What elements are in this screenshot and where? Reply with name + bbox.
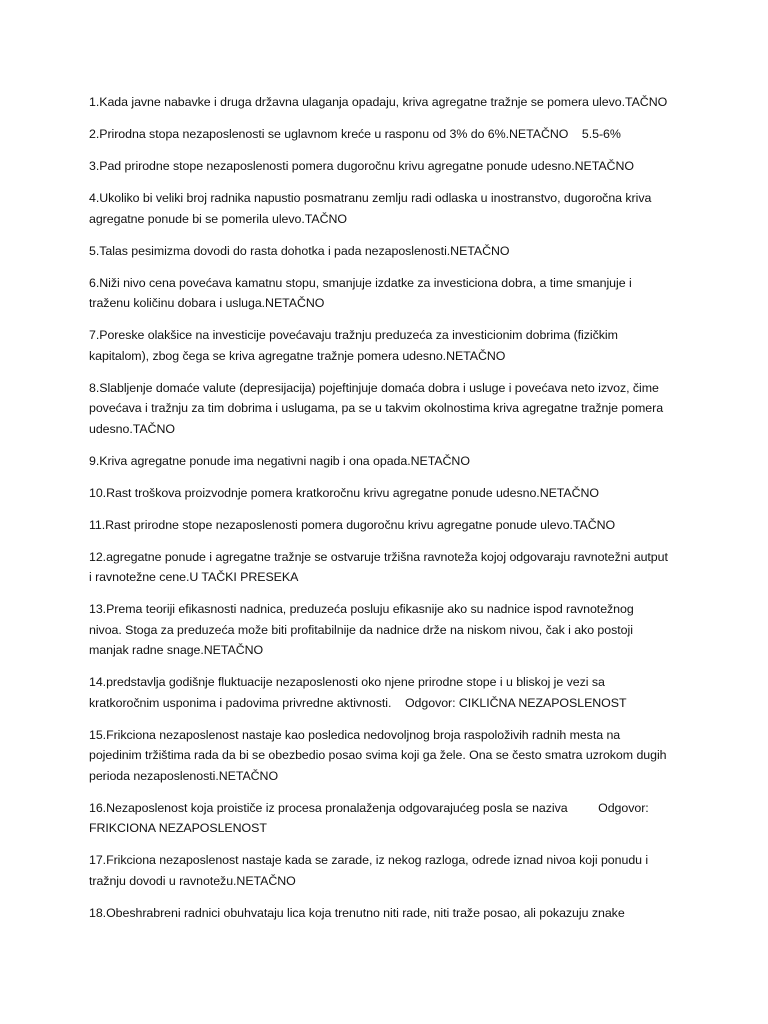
list-item (89, 92, 669, 113)
item-text: agregatne ponude i agregatne tražnje se ostvaruje tržišna ravnoteža kojoj odgovaraju ravnotežni autput i ravnotežne cene.U TAČKI PRESEKA (89, 549, 668, 584)
item-text: Rast troškova proizvodnje pomera kratkoročnu krivu agregatne ponude udesno.NETAČNO (106, 485, 600, 500)
item-text: Slabljenje domaće valute (depresijacija) pojeftinjuje domaća dobra i usluge i povećava neto izvoz, čime povećava i tražnju za tim dobrima i uslugama, pa se u takvim okolnostima kriva agregatne tražnje pomera udesno.TAČNO (89, 380, 664, 436)
list-item (89, 483, 669, 504)
item-number: 15. (89, 727, 107, 742)
item-text: Prirodna stopa nezaposlenosti se uglavnom kreće u rasponu od 3% do 6%.NETAČNO 5.5-6% (99, 127, 621, 141)
item-number: 4. (89, 191, 100, 205)
list-item (89, 451, 669, 472)
item-number: 2. (89, 127, 100, 141)
item-number: 13. (89, 602, 107, 616)
list-item (89, 124, 669, 145)
list-item (89, 599, 669, 661)
item-text: Obeshrabreni radnici obuhvataju lica koja trenutno niti rade, niti traže posao, ali pokazuju znake (106, 905, 625, 920)
item-text: Nezaposlenost koja proističe iz procesa pronalaženja odgovarajućeg posla se naziva Odgovor: FRIKCIONA NEZAPOSLENOST (89, 800, 653, 835)
item-text: predstavlja godišnje fluktuacije nezaposlenosti oko njene prirodne stope i u bliskoj je vezi sa kratkoročnim usponima i padovima privredne aktivnosti. Odgovor: CIKLIČNA NEZAPOSLENOST (89, 675, 627, 710)
item-number: 11. (89, 517, 106, 532)
item-text: Poreske olakšice na investicije povećavaju tražnju preduzeća za investicionim dobrima (fizičkim kapitalom), zbog čega se kriva agregatne tražnje pomera udesno.NETAČNO (89, 328, 618, 363)
item-text: Ukoliko bi veliki broj radnika napustio posmatranu zemlju radi odlaska u inostranstvo, dugoročna kriva agregatne ponude bi se pomerila ulevo.TAČNO (89, 191, 652, 226)
item-text: Rast prirodne stope nezaposlenosti pomera dugoročnu krivu agregatne ponude ulevo.TAČNO (105, 517, 616, 532)
list-item (89, 515, 669, 536)
item-text: Niži nivo cena povećava kamatnu stopu, smanjuje izdatke za investiciona dobra, a time smanjuje i traženu količinu dobara i usluga.NETAČNO (89, 275, 632, 310)
item-number: 12. (89, 549, 107, 564)
item-text: Frikciona nezaposlenost nastaje kao posledica nedovoljnog broja raspoloživih radnih mesta na pojedinim tržištima rada da bi se obezbedio posao svima koji ga žele. Ona se često smatra uzrokom dugih perioda nezaposlenosti.NETAČNO (89, 727, 667, 783)
item-number: 14. (89, 675, 107, 689)
item-number: 18. (89, 905, 107, 920)
list-item (89, 241, 669, 262)
list-item (89, 798, 669, 839)
item-text: Prema teoriji efikasnosti nadnica, preduzeća posluju efikasnije ako su nadnice ispod ravnotežnog nivoa. Stoga za preduzeća može biti profitabilnije da nadnice drže na niskom nivou, čak i ako postoji manjak radne snage.NETAČNO (89, 602, 634, 657)
list-item (89, 378, 669, 440)
list-item (89, 672, 669, 713)
item-number: 5. (89, 243, 100, 258)
item-text: Pad prirodne stope nezaposlenosti pomera dugoročnu krivu agregatne ponude udesno.NETAČNO (99, 159, 634, 173)
list-item (89, 273, 669, 314)
item-number: 17. (89, 853, 107, 867)
item-text: Kada javne nabavke i druga državna ulaganja opadaju, kriva agregatne tražnje se pomera ulevo.TAČNO (99, 95, 668, 109)
list-item (89, 725, 669, 787)
item-text: Frikciona nezaposlenost nastaje kada se zarade, iz nekog razloga, odrede iznad nivoa koji ponudu i tražnju dovodi u ravnotežu.NETAČNO (89, 853, 649, 888)
item-number: 7. (89, 328, 100, 342)
item-number: 9. (89, 453, 100, 468)
item-number: 6. (89, 275, 100, 290)
list-item (89, 156, 669, 177)
list-item (89, 850, 669, 891)
item-number: 1. (89, 95, 100, 109)
list-item (89, 903, 669, 924)
document-body (89, 92, 669, 935)
item-text: Kriva agregatne ponude ima negativni nagib i ona opada.NETAČNO (99, 453, 470, 468)
item-number: 8. (89, 380, 100, 395)
list-item (89, 188, 669, 229)
item-number: 10. (89, 485, 107, 500)
list-item (89, 547, 669, 588)
item-text: Talas pesimizma dovodi do rasta dohotka i pada nezaposlenosti.NETAČNO (99, 243, 510, 258)
item-number: 16. (89, 800, 107, 815)
item-number: 3. (89, 159, 100, 173)
list-item (89, 325, 669, 366)
